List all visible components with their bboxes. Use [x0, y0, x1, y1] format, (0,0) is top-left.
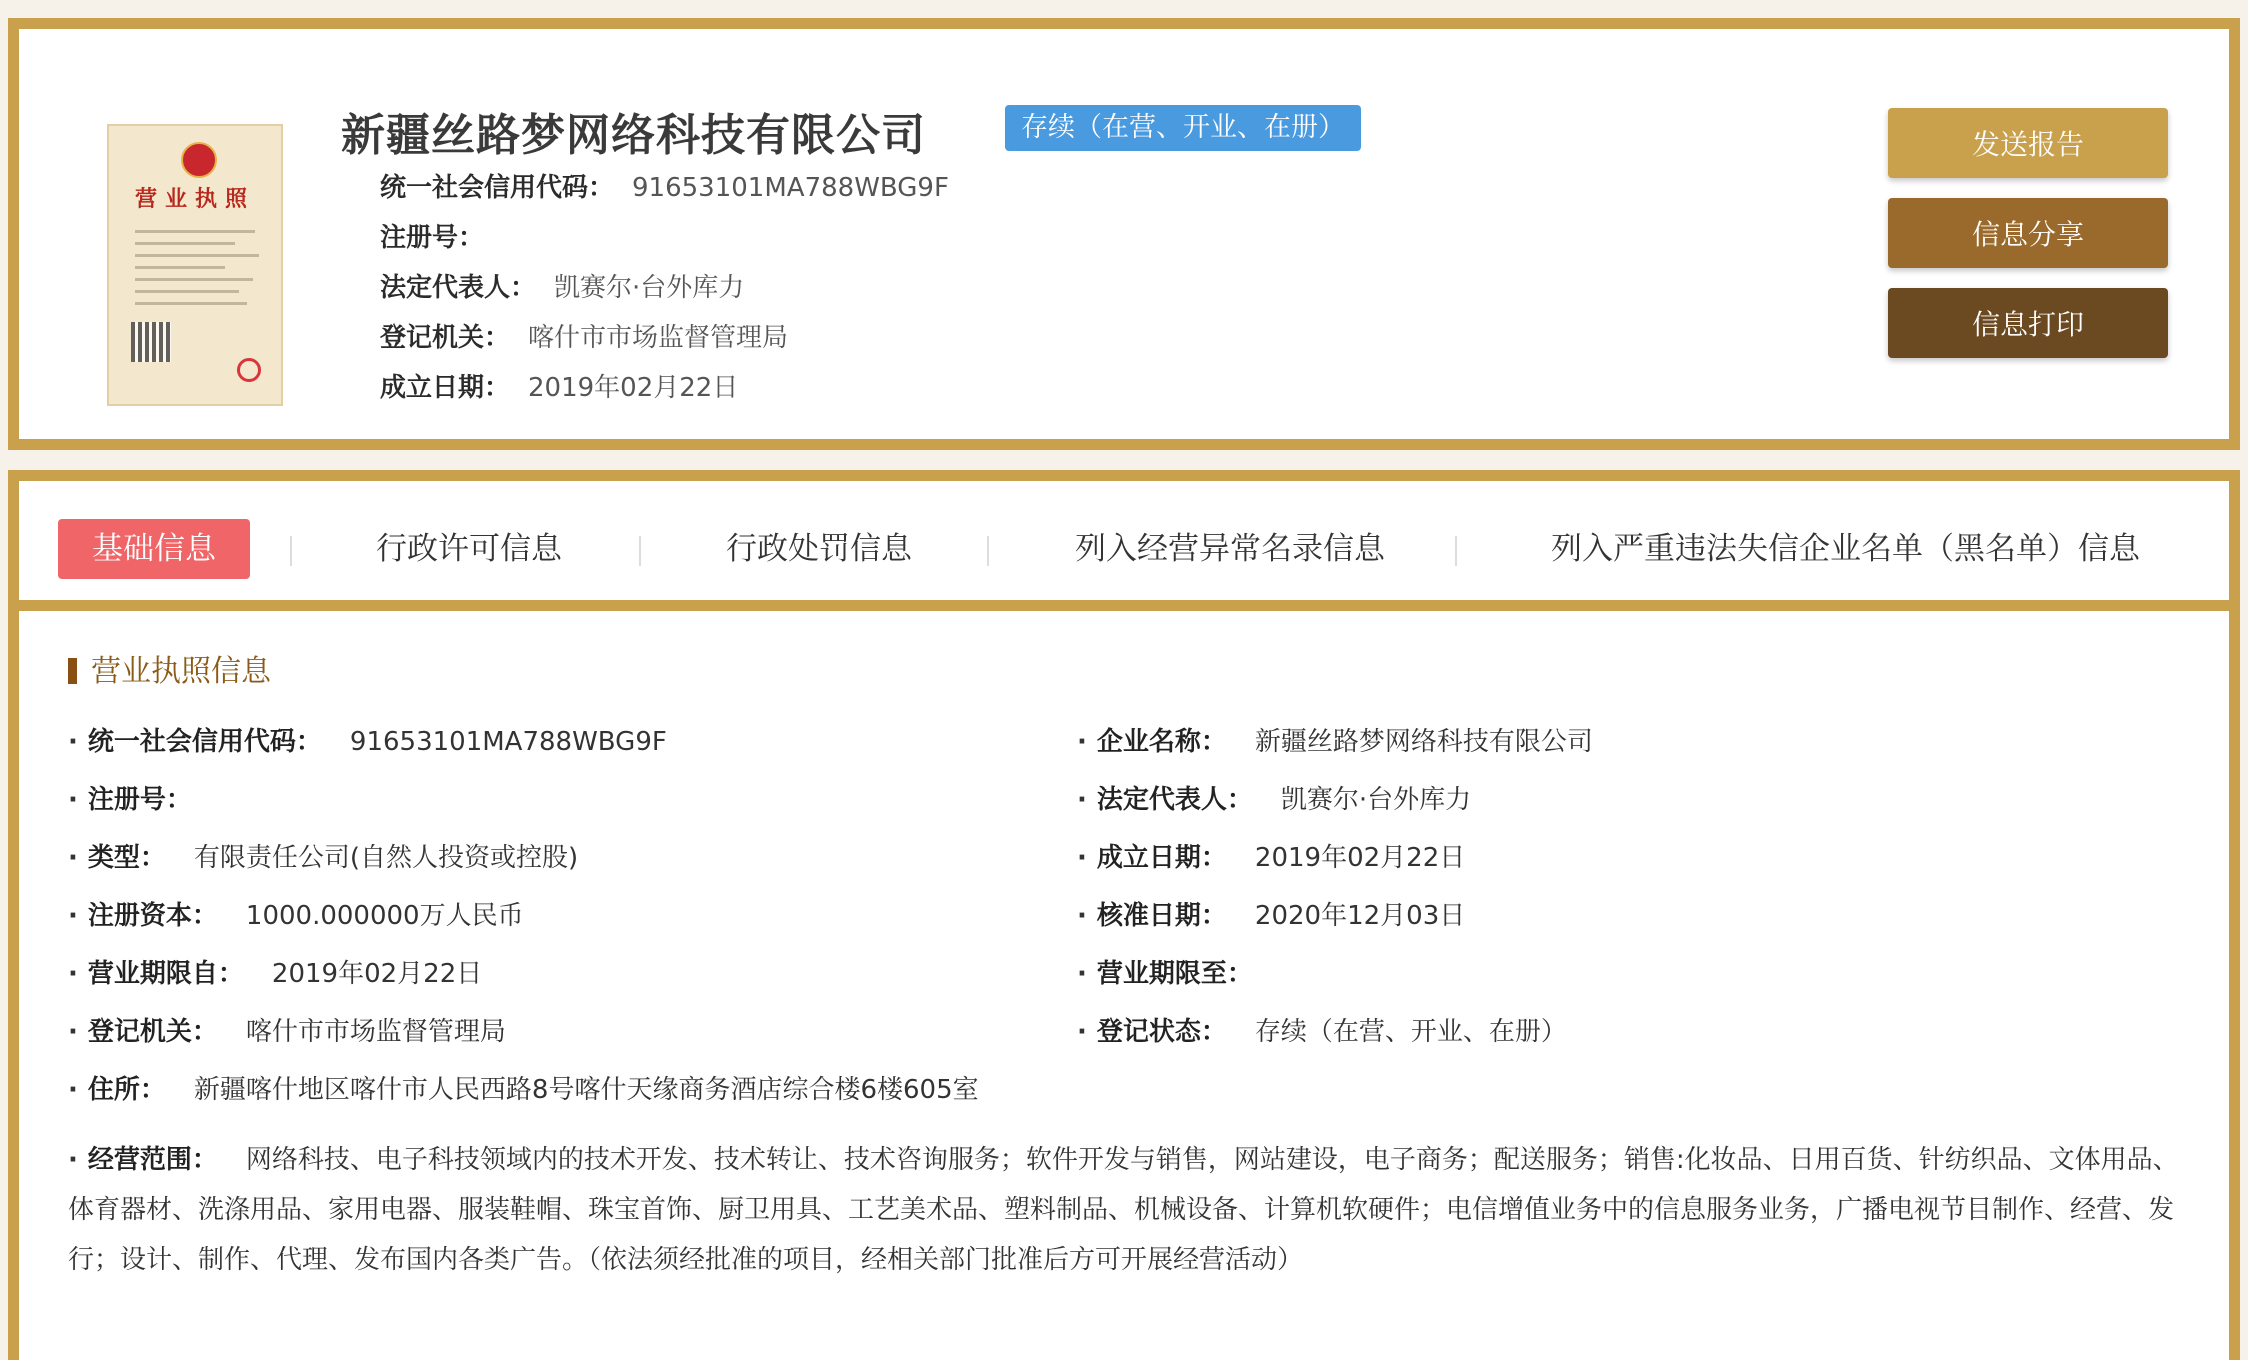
field-label: 登记状态：	[1096, 1017, 1227, 1047]
header-row-founded	[380, 367, 738, 404]
field-capital	[68, 895, 524, 932]
field-address	[68, 1069, 979, 1106]
field-value: 存续（在营、开业、在册）	[1254, 1017, 1567, 1047]
bullet-icon: ·	[68, 1017, 78, 1047]
official-seal-icon	[237, 358, 261, 382]
field-value: 2019年02月22日	[1254, 843, 1466, 873]
field-label: 成立日期：	[1096, 843, 1227, 873]
bullet-icon: ·	[1077, 843, 1087, 873]
header-value: 2019年02月22日	[528, 373, 739, 403]
header-value: 凯赛尔·台外库力	[554, 273, 745, 303]
field-label: 注册号：	[87, 785, 192, 815]
tab-blacklist[interactable]: 列入严重违法失信企业名单（黑名单）信息	[1551, 531, 2140, 567]
tab-divider	[1455, 536, 1457, 566]
license-text-line	[135, 230, 255, 233]
field-founded	[1077, 837, 1465, 874]
field-label: 经营范围：	[87, 1145, 218, 1175]
field-value: 喀什市市场监督管理局	[245, 1017, 506, 1047]
info-panel	[8, 470, 2240, 1360]
company-name-title: 新疆丝路梦网络科技有限公司	[341, 110, 926, 161]
license-text-line	[135, 254, 259, 257]
business-license-image[interactable]	[107, 124, 283, 406]
header-value: 喀什市市场监督管理局	[528, 323, 789, 353]
license-text-line	[135, 302, 247, 305]
bullet-icon: ·	[1077, 1017, 1087, 1047]
bullet-icon: ·	[68, 901, 78, 931]
tab-divider	[987, 536, 989, 566]
bullet-icon: ·	[68, 785, 78, 815]
field-reg-status	[1077, 1011, 1567, 1048]
tab-admin-license[interactable]: 行政许可信息	[376, 531, 562, 567]
header-row-legal-rep	[380, 267, 744, 304]
field-term-from	[68, 953, 482, 990]
field-label: 统一社会信用代码：	[87, 727, 322, 757]
field-type	[68, 837, 578, 874]
field-value: 2020年12月03日	[1254, 901, 1466, 931]
field-approved	[1077, 895, 1465, 932]
field-label: 营业期限至：	[1096, 959, 1253, 989]
header-label: 统一社会信用代码：	[380, 173, 615, 203]
field-legal-rep	[1077, 779, 1471, 816]
field-value: 有限责任公司(自然人投资或控股)	[193, 843, 579, 873]
print-info-button[interactable]: 信息打印	[1888, 288, 2168, 358]
field-term-to	[1077, 953, 1281, 990]
header-label: 法定代表人：	[380, 273, 537, 303]
bullet-icon: ·	[68, 959, 78, 989]
bullet-icon: ·	[68, 727, 78, 757]
field-label: 营业期限自：	[87, 959, 244, 989]
field-authority	[68, 1011, 506, 1048]
company-header-card	[8, 18, 2240, 450]
bullet-icon: ·	[1077, 727, 1087, 757]
license-image-caption: 营业执照	[134, 187, 255, 212]
tab-admin-penalty[interactable]: 行政处罚信息	[726, 531, 912, 567]
tab-bar	[19, 492, 2229, 611]
header-label: 注册号：	[380, 223, 485, 253]
field-value: 新疆喀什地区喀什市人民西路8号喀什天缘商务酒店综合楼6楼605室	[193, 1075, 979, 1105]
field-label: 住所：	[87, 1075, 166, 1105]
field-label: 核准日期：	[1096, 901, 1227, 931]
bullet-icon: ·	[1077, 785, 1087, 815]
header-row-authority	[380, 317, 788, 354]
license-text-line	[135, 242, 235, 245]
tab-basic-info[interactable]: 基础信息	[58, 519, 250, 579]
bullet-icon: ·	[1077, 959, 1087, 989]
license-text-line	[135, 266, 225, 269]
license-text-line	[135, 278, 253, 281]
tab-divider	[639, 536, 641, 566]
section-title-text: 营业执照信息	[91, 654, 271, 689]
header-row-credit-code	[380, 167, 949, 204]
field-business-scope	[68, 1135, 2188, 1285]
field-label: 类型：	[87, 843, 166, 873]
header-value: 91653101MA788WBG9F	[632, 173, 949, 203]
status-badge: 存续（在营、开业、在册）	[1005, 105, 1361, 151]
share-info-button[interactable]: 信息分享	[1888, 198, 2168, 268]
send-report-button[interactable]: 发送报告	[1888, 108, 2168, 178]
header-label: 成立日期：	[380, 373, 511, 403]
bullet-icon: ·	[68, 843, 78, 873]
tab-abnormal-list[interactable]: 列入经营异常名录信息	[1075, 531, 1385, 567]
field-credit-code	[68, 721, 667, 758]
header-row-reg-no	[380, 217, 502, 254]
section-marker-icon	[68, 658, 77, 684]
field-reg-no	[68, 779, 220, 816]
field-value: 91653101MA788WBG9F	[349, 727, 667, 757]
qr-code-icon	[131, 322, 171, 362]
field-label: 企业名称：	[1096, 727, 1227, 757]
field-company-name	[1077, 721, 1593, 758]
field-value: 2019年02月22日	[271, 959, 483, 989]
field-value: 新疆丝路梦网络科技有限公司	[1254, 727, 1593, 757]
national-emblem-icon	[181, 142, 217, 178]
bullet-icon: ·	[68, 1075, 78, 1105]
field-value: 凯赛尔·台外库力	[1280, 785, 1472, 815]
field-label: 注册资本：	[87, 901, 218, 931]
section-title	[68, 646, 271, 690]
field-value: 网络科技、电子科技领域内的技术开发、技术转让、技术咨询服务；软件开发与销售，网站建设，电子商务；配送服务；销售:化妆品、日用百货、针纺织品、文体用品、体育器材、洗涤用品、家用电器、服装鞋帽、珠宝首饰、厨卫用具、工艺美术品、塑料制品、机械设备、计算机软硬件；电信增值业务中的信息服务业务，广播电视节目制作、经营、发行；设计、制作、代理、发布国内各类广告。（依法须经批准的项目，经相关部门批准后方可开展经营活动）	[68, 1145, 2179, 1275]
header-label: 登记机关：	[380, 323, 511, 353]
field-label: 登记机关：	[87, 1017, 218, 1047]
field-value: 1000.000000万人民币	[245, 901, 524, 931]
bullet-icon: ·	[1077, 901, 1087, 931]
tab-divider	[290, 536, 292, 566]
field-label: 法定代表人：	[1096, 785, 1253, 815]
license-text-line	[135, 290, 239, 293]
bullet-icon: ·	[68, 1145, 78, 1175]
